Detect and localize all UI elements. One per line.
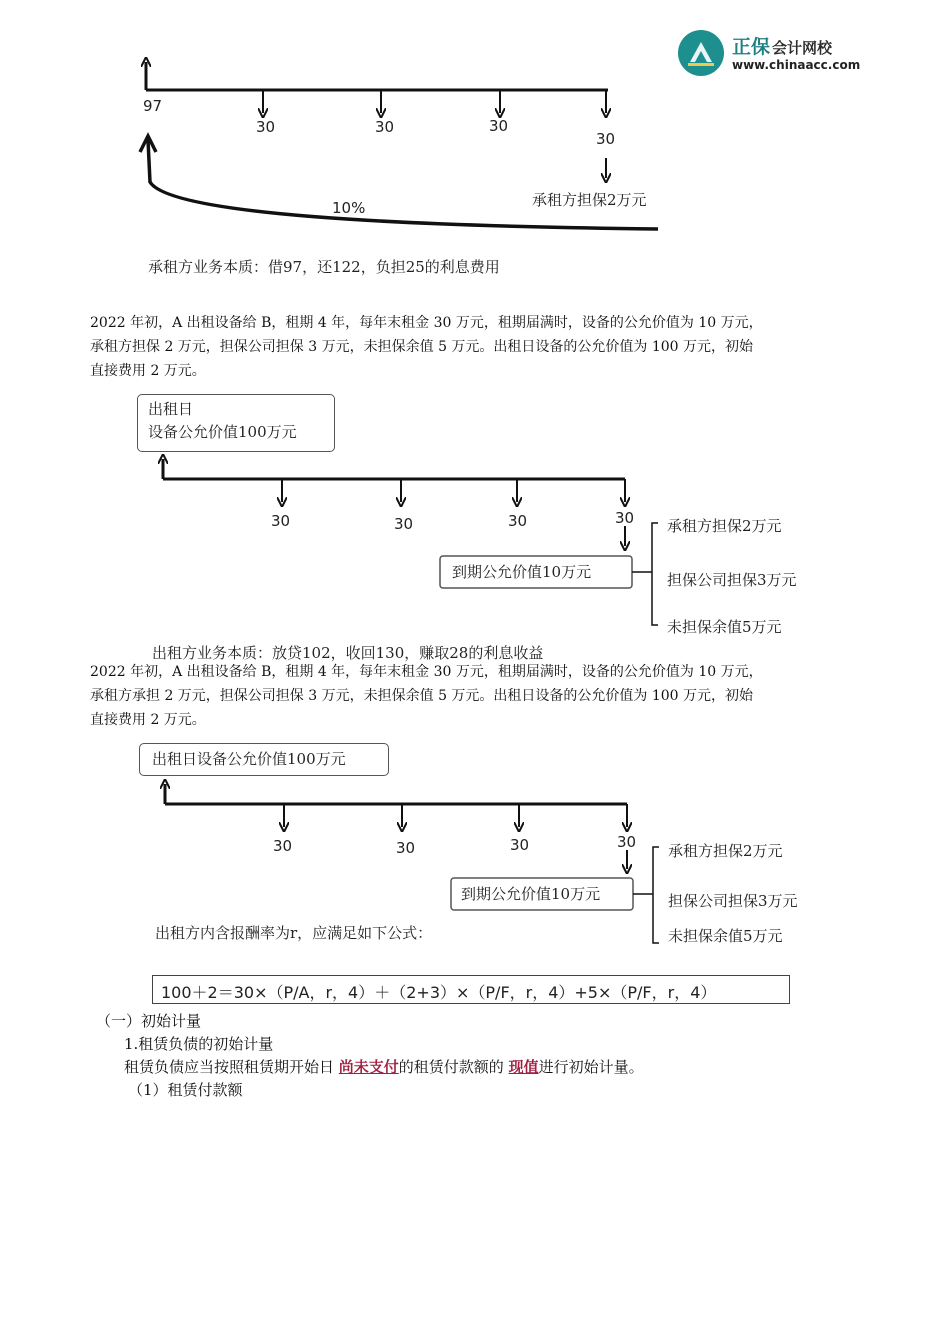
irr-timeline-diagram bbox=[0, 775, 860, 960]
lease-start-box: 出租日 设备公允价值100万元 bbox=[137, 394, 335, 452]
payment-label: 30 bbox=[615, 509, 635, 527]
brace bbox=[653, 847, 659, 943]
payment-label: 30 bbox=[489, 117, 509, 135]
lease-start-box: 出租日设备公允价值100万元 bbox=[139, 743, 389, 776]
body-text: 租赁负债应当按照租赁期开始日 尚未支付的租赁付款额的 现值进行初始计量。 bbox=[124, 1058, 644, 1076]
branch-label: 承租方担保2万元 bbox=[667, 517, 782, 535]
list-item: （1）租赁付款额 bbox=[128, 1081, 243, 1099]
subsection-title: 1.租赁负债的初始计量 bbox=[124, 1035, 274, 1053]
payment-label: 30 bbox=[396, 839, 416, 857]
lessee-timeline-diagram bbox=[0, 40, 700, 290]
branch-label: 未担保余值5万元 bbox=[667, 618, 782, 636]
discount-curve bbox=[148, 140, 658, 229]
lessee-essence: 承租方业务本质：借97，还122，负担25的利息费用 bbox=[148, 258, 500, 276]
payment-label: 30 bbox=[617, 833, 637, 851]
payment-label: 30 bbox=[394, 515, 414, 533]
section-heading: （一）初始计量 bbox=[96, 1012, 202, 1030]
branch-label: 担保公司担保3万元 bbox=[667, 571, 797, 589]
irr-note: 出租方内含报酬率为r，应满足如下公式： bbox=[155, 924, 433, 942]
payment-label: 30 bbox=[273, 837, 293, 855]
guarantee-label: 承租方担保2万元 bbox=[532, 191, 647, 209]
maturity-label: 到期公允价值10万元 bbox=[461, 885, 601, 903]
maturity-label: 到期公允价值10万元 bbox=[452, 563, 592, 581]
problem-paragraph: 2022 年初，A 出租设备给 B，租期 4 年，每年末租金 30 万元，租期届满时，设备的公允价值为 10 万元， 承租方担保 2 万元，担保公司担保 3 万元，未担保余值 5 万元。出租日设备的公允价值为 100 万元，初始 直接费用 2 万元。 bbox=[90, 315, 763, 379]
payment-label: 30 bbox=[375, 118, 395, 136]
highlight-unpaid: 尚未支付 bbox=[338, 1058, 399, 1076]
highlight-present-value: 现值 bbox=[508, 1058, 539, 1076]
payment-label: 30 bbox=[256, 118, 276, 136]
brace bbox=[652, 523, 658, 625]
branch-label: 未担保余值5万元 bbox=[668, 927, 783, 945]
payment-label: 30 bbox=[508, 512, 528, 530]
logo-url: www.chinaacc.com bbox=[732, 58, 861, 72]
start-value: 97 bbox=[143, 97, 163, 115]
branch-label: 担保公司担保3万元 bbox=[668, 892, 798, 910]
logo-name: 正保 会计网校 bbox=[732, 36, 833, 58]
irr-formula: 100＋2＝30×（P/A，r，4）＋（2+3）×（P/F，r，4）+5×（P/F，r，4） bbox=[152, 975, 790, 1004]
payment-label: 30 bbox=[271, 512, 291, 530]
payment-label: 30 bbox=[510, 836, 530, 854]
lessor-essence: 出租方业务本质：放贷102，收回130，赚取28的利息收益 bbox=[152, 644, 544, 662]
problem-paragraph-repeat: 2022 年初，A 出租设备给 B，租期 4 年，每年末租金 30 万元，租期届满时，设备的公允价值为 10 万元， 承租方承担 2 万元，担保公司担保 3 万元，未担保余值 5 万元。出租日设备的公允价值为 100 万元，初始 直接费用 2 万元。 bbox=[90, 664, 763, 728]
branch-label: 承租方担保2万元 bbox=[668, 842, 783, 860]
rate-label: 10% bbox=[332, 199, 366, 217]
payment-label: 30 bbox=[596, 130, 616, 148]
lessor-timeline-diagram bbox=[0, 450, 860, 665]
chinaacc-logo bbox=[678, 28, 861, 78]
